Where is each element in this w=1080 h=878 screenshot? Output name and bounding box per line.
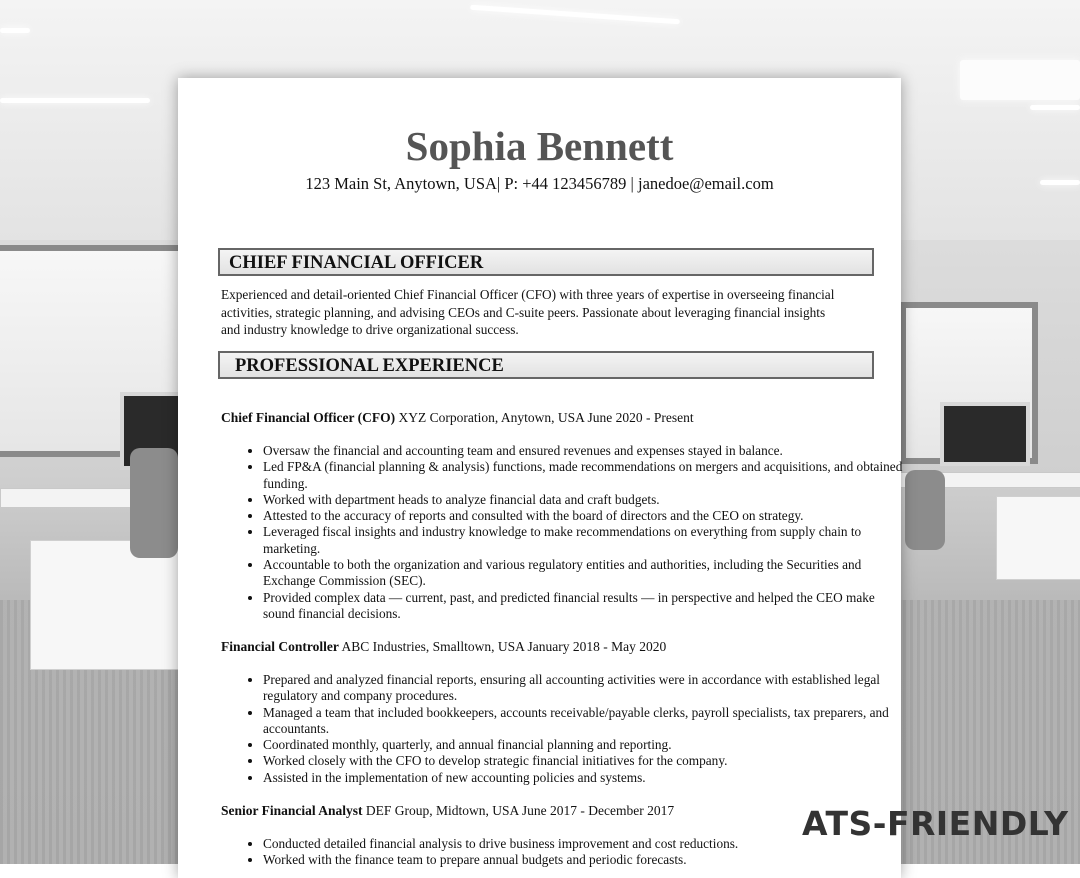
job-role: Chief Financial Officer (CFO) [221,410,396,425]
bullet-item: • Leveraged fiscal insights and industry knowledge to make recommendations on everything from supply chain to marketing. [263,524,903,557]
chair-left [130,448,178,558]
section-title-label: CHIEF FINANCIAL OFFICER [229,253,484,273]
bullet-item: • Prepared and analyzed financial reports, ensuring all accounting activities were in accordance with established legal regulatory and company procedures. [263,672,903,705]
section-header-experience [218,351,874,379]
job-heading [221,639,666,655]
job-heading [221,803,674,819]
summary-paragraph: Experienced and detail-oriented Chief Financial Officer (CFO) with three years of expertise in overseeing financial activities, strategic planning, and advising CEOs and C-suite peers. Passionate about leveraging financial insights and industry knowledge to drive organizational success. [221,287,835,337]
bullet-item: • Attested to the accuracy of reports and consulted with the board of directors and the CEO on strategy. [263,508,903,524]
resume-page [178,78,901,878]
bullet-item: • Conducted detailed financial analysis to drive business improvement and cost reductions. [263,836,903,852]
bullet-item: • Worked with department heads to analyze financial data and craft budgets. [263,492,903,508]
job-bullets [221,672,903,786]
cabinet-right [996,496,1080,580]
job-details: ABC Industries, Smalltown, USA January 2018 - May 2020 [338,639,667,654]
ceiling-light [0,98,150,103]
candidate-name: Sophia Bennett [405,123,674,169]
job-role: Senior Financial Analyst [221,803,363,818]
bullet-item: • Worked closely with the CFO to develop strategic financial initiatives for the company. [263,753,903,769]
ceiling-light [1040,180,1080,185]
job-heading [221,410,694,426]
job-details: DEF Group, Midtown, USA June 2017 - December 2017 [362,803,675,818]
chair-right [905,470,945,550]
bullet-item: • Led FP&A (financial planning & analysis) functions, made recommendations on mergers and acquisitions, and obtained funding. [263,459,903,492]
monitor-right [940,402,1030,466]
ceiling-light [0,28,30,33]
contact-line: 123 Main St, Anytown, USA| P: +44 123456789 | janedoe@email.com [305,174,774,193]
skylight [960,60,1080,100]
ceiling-light [1030,105,1080,110]
cabinet-left [30,540,180,670]
job-details: XYZ Corporation, Anytown, USA June 2020 - Present [395,410,694,425]
ats-friendly-badge: ATS-FRIENDLY [802,804,1069,843]
job-role: Financial Controller [221,639,339,654]
section-experience-label: PROFESSIONAL EXPERIENCE [235,356,504,376]
bullet-item: • Oversaw the financial and accounting team and ensured revenues and expenses stayed in balance. [263,443,903,459]
bullet-item: • Assisted in the implementation of new accounting policies and systems. [263,770,903,786]
bullet-item: • Worked with the finance team to prepare annual budgets and periodic forecasts. [263,852,903,868]
bullet-item: • Managed a team that included bookkeepers, accounts receivable/payable clerks, payroll specialists, tax preparers, and accountants. [263,705,903,738]
bullet-item: • Accountable to both the organization and various regulatory entities and authorities, including the Securities and Exchange Commission (SEC). [263,557,903,590]
bullet-item: • Provided complex data — current, past, and predicted financial results — in perspective and helped the CEO make sound financial decisions. [263,590,903,623]
job-bullets [221,443,903,622]
section-header-title [218,248,874,276]
bullet-item: • Coordinated monthly, quarterly, and annual financial planning and reporting. [263,737,903,753]
